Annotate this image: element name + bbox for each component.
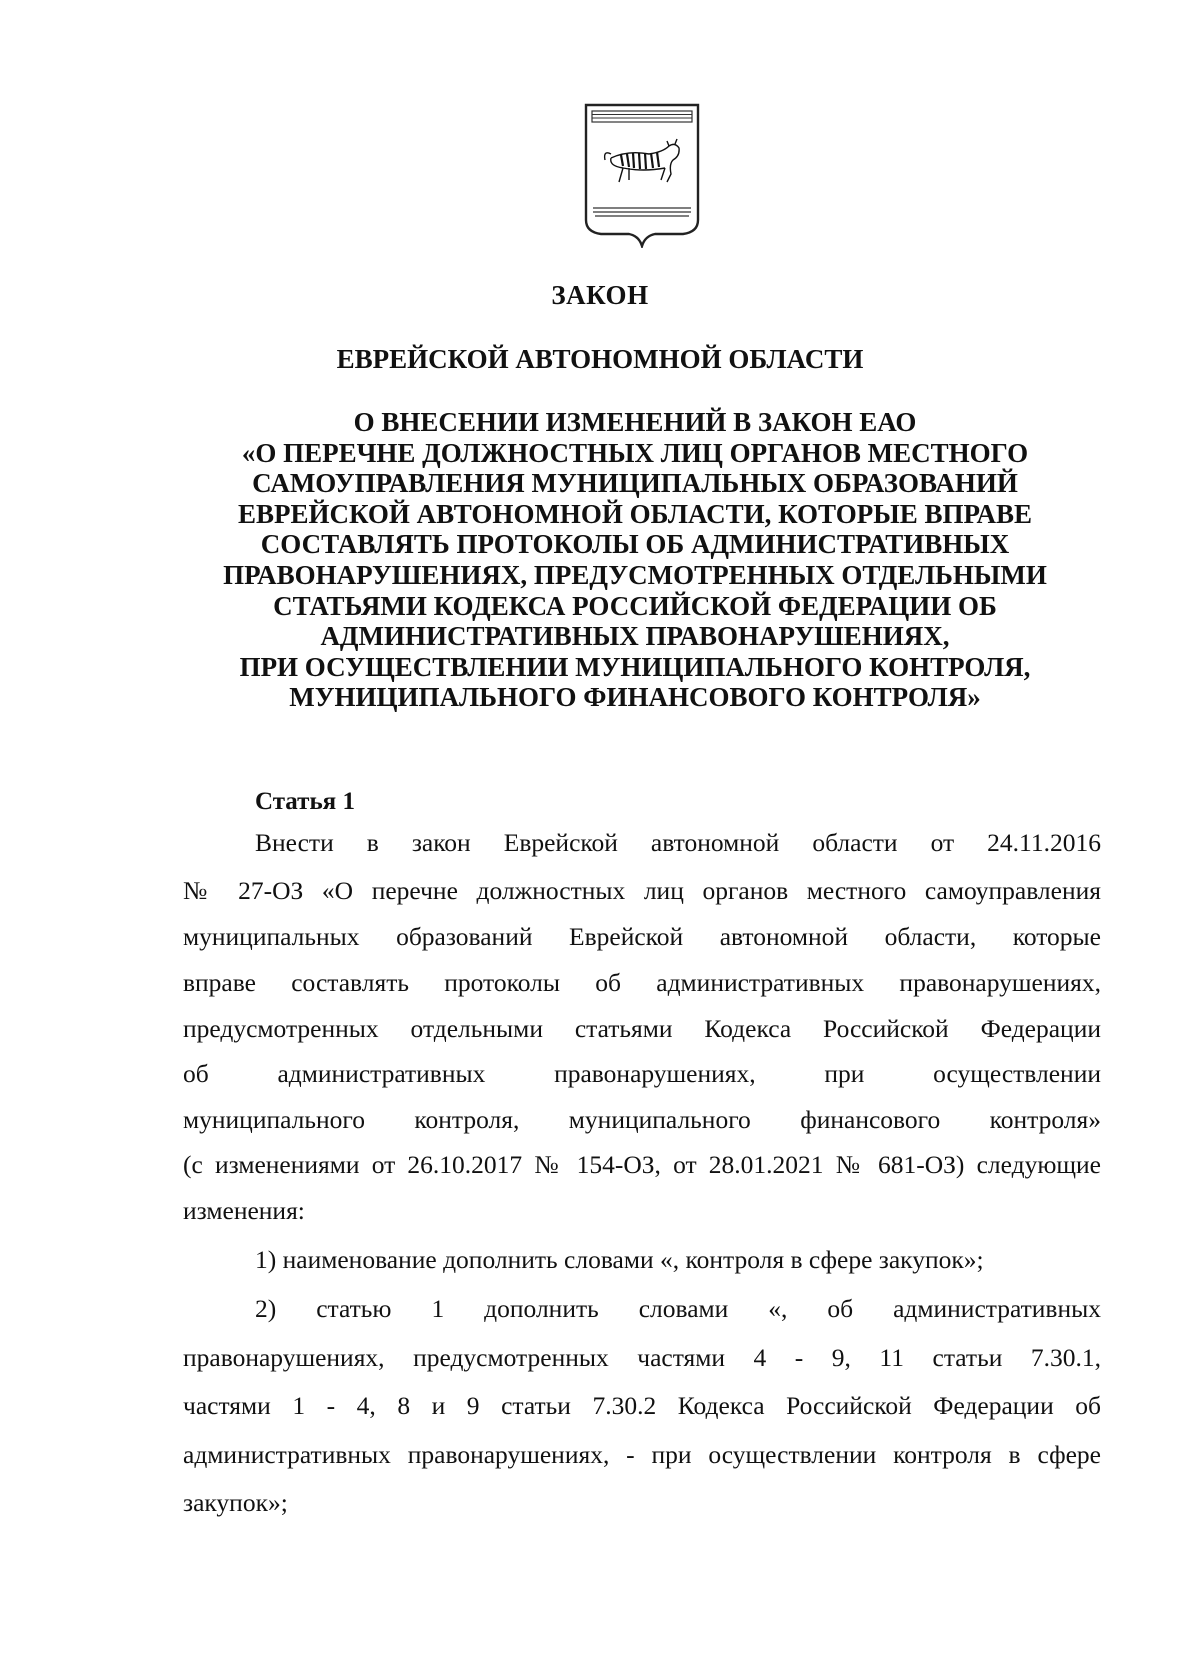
list-item: 2) статью 1 дополнить словами «, об административных: [255, 1294, 1101, 1323]
body-line: правонарушениях, предусмотренных частями 4 - 9, 11 статьи 7.30.1,: [183, 1343, 1101, 1372]
body-line: предусмотренных отдельными статьями Кодекса Российской Федерации: [183, 1014, 1101, 1043]
body-line: № 27-ОЗ «О перечне должностных лиц органов местного самоуправления: [183, 876, 1101, 905]
law-title-line: О ВНЕСЕНИИ ИЗМЕНЕНИЙ В ЗАКОН ЕАО: [353, 407, 917, 437]
law-title-line: СТАТЬЯМИ КОДЕКСА РОССИЙСКОЙ ФЕДЕРАЦИИ ОБ: [273, 590, 997, 621]
region-title: ЕВРЕЙСКОЙ АВТОНОМНОЙ ОБЛАСТИ: [336, 344, 864, 374]
body-line: муниципального контроля, муниципального финансового контроля»: [183, 1105, 1101, 1134]
law-title-line: ПРАВОНАРУШЕНИЯХ, ПРЕДУСМОТРЕННЫХ ОТДЕЛЬНЫМИ: [223, 559, 1047, 590]
body-line: об административных правонарушениях, при осуществлении: [183, 1059, 1101, 1088]
law-title-line: САМОУПРАВЛЕНИЯ МУНИЦИПАЛЬНЫХ ОБРАЗОВАНИЙ: [252, 468, 1018, 499]
law-title: [200, 407, 1070, 713]
list-item: 1) наименование дополнить словами «, контроля в сфере закупок»;: [255, 1245, 984, 1274]
law-title-line: АДМИНИСТРАТИВНЫХ ПРАВОНАРУШЕНИЯХ,: [320, 621, 950, 652]
document-type-title: ЗАКОН: [551, 280, 649, 310]
body-line: изменения:: [183, 1196, 305, 1225]
body-line: Внести в закон Еврейской автономной области от 24.11.2016: [255, 828, 1101, 857]
body-line: частями 1 - 4, 8 и 9 статьи 7.30.2 Кодекса Российской Федерации об: [183, 1391, 1101, 1420]
article-heading: Статья 1: [255, 788, 355, 815]
body-line: административных правонарушениях, - при осуществлении контроля в сфере: [183, 1440, 1101, 1469]
body-line: вправе составлять протоколы об административных правонарушениях,: [183, 968, 1101, 997]
tiger-shield-icon: [583, 102, 701, 248]
law-title-line: ЕВРЕЙСКОЙ АВТОНОМНОЙ ОБЛАСТИ, КОТОРЫЕ ВПРАВЕ: [237, 498, 1033, 529]
law-title-line: СОСТАВЛЯТЬ ПРОТОКОЛЫ ОБ АДМИНИСТРАТИВНЫХ: [260, 529, 1010, 560]
body-line: (с изменениями от 26.10.2017 № 154-ОЗ, от 28.01.2021 № 681-ОЗ) следующие: [183, 1150, 1101, 1179]
law-title-line: МУНИЦИПАЛЬНОГО ФИНАНСОВОГО КОНТРОЛЯ»: [289, 682, 981, 713]
coat-of-arms-emblem: [583, 102, 701, 248]
law-title-line: «О ПЕРЕЧНЕ ДОЛЖНОСТНЫХ ЛИЦ ОРГАНОВ МЕСТНОГО: [241, 437, 1029, 468]
body-line: муниципальных образований Еврейской автономной области, которые: [183, 922, 1101, 951]
law-title-line: ПРИ ОСУЩЕСТВЛЕНИИ МУНИЦИПАЛЬНОГО КОНТРОЛЯ,: [239, 651, 1031, 682]
body-line: закупок»;: [183, 1488, 288, 1517]
